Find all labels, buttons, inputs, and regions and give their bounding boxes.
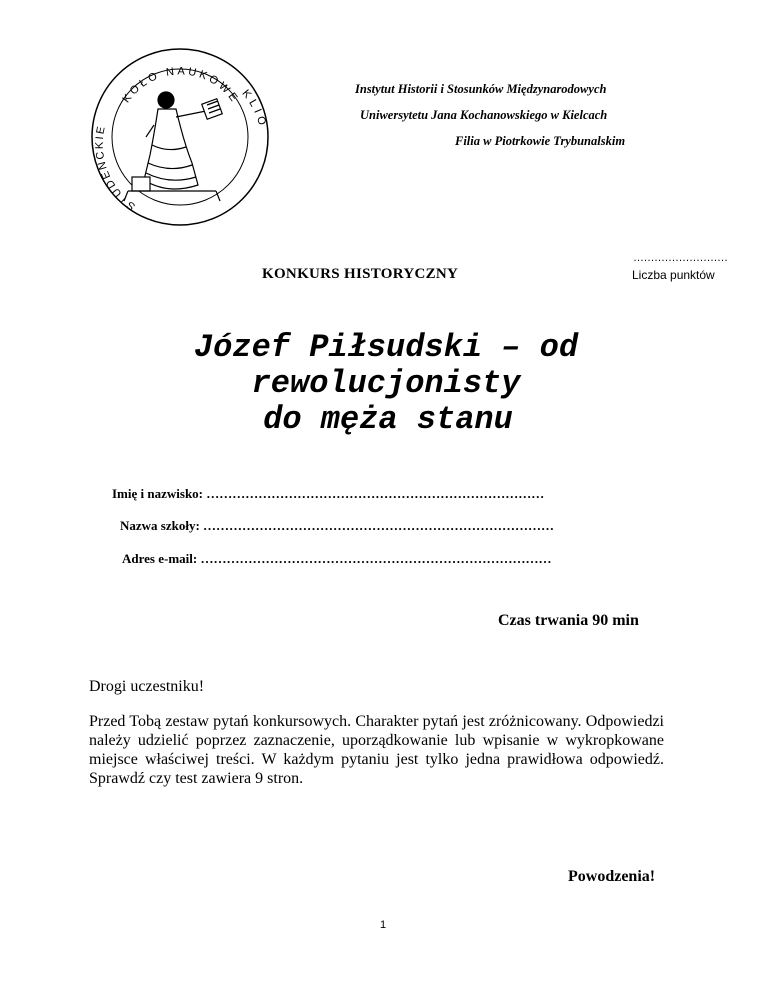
svg-text:KLIO <box>239 88 269 131</box>
header-university: Uniwersytetu Jana Kochanowskiego w Kielcach <box>360 108 608 122</box>
email-field[interactable] <box>122 551 551 567</box>
svg-text:STUDENCKIE <box>94 124 138 213</box>
seal-text-left: STUDENCKIE <box>93 123 138 213</box>
header-branch: Filia w Piotrkowie Trybunalskim <box>455 134 626 148</box>
school-dots[interactable]: ……………………………………………………………………… <box>203 518 555 533</box>
points-dots: ……………………… <box>633 252 728 264</box>
title-line-3: do męża stanu <box>263 401 513 438</box>
contest-label: KONKURS HISTORYCZNY <box>262 266 459 282</box>
seal-logo <box>88 45 273 230</box>
greeting-text: Drogi uczestniku! <box>89 678 205 695</box>
closing-text: Powodzenia! <box>568 868 656 885</box>
points-label: Liczba punktów <box>632 268 715 282</box>
school-field[interactable] <box>120 518 554 534</box>
email-dots[interactable]: ……………………………………………………………………… <box>200 551 552 566</box>
instructions-text: Przed Tobą zestaw pytań konkursowych. Charakter pytań jest zróżnicowany. Odpowiedzi należy udzielić poprzez zaznaczenie, uporządkowanie lub wpisanie w wykropkowane miejsce właściwej treści. W każdym pytaniu jest tylko jedna prawidłowa odpowiedź. Sprawdź czy test zawiera 9 stron. <box>89 713 664 787</box>
title-line-1: Józef Piłsudski – od <box>193 329 579 366</box>
muse-clio-seal-icon <box>88 45 273 230</box>
seal-text-right: KLIO <box>239 87 270 131</box>
school-label: Nazwa szkoły: <box>120 518 200 533</box>
duration-text: Czas trwania 90 min <box>498 612 639 629</box>
title-line-2: rewolucjonisty <box>251 365 521 402</box>
name-label: Imię i nazwisko: <box>112 486 203 501</box>
email-label: Adres e-mail: <box>122 551 198 566</box>
page-number: 1 <box>380 919 387 931</box>
svg-text:KOŁO NAUKOWE <box>120 65 241 106</box>
name-field[interactable] <box>112 486 544 502</box>
header-institute: Instytut Historii i Stosunków Międzynarodowych <box>355 82 607 96</box>
seal-text-top: KOŁO NAUKOWE <box>120 65 242 107</box>
document-title <box>86 330 686 438</box>
name-dots[interactable]: …………………………………………………………………… <box>206 486 545 501</box>
